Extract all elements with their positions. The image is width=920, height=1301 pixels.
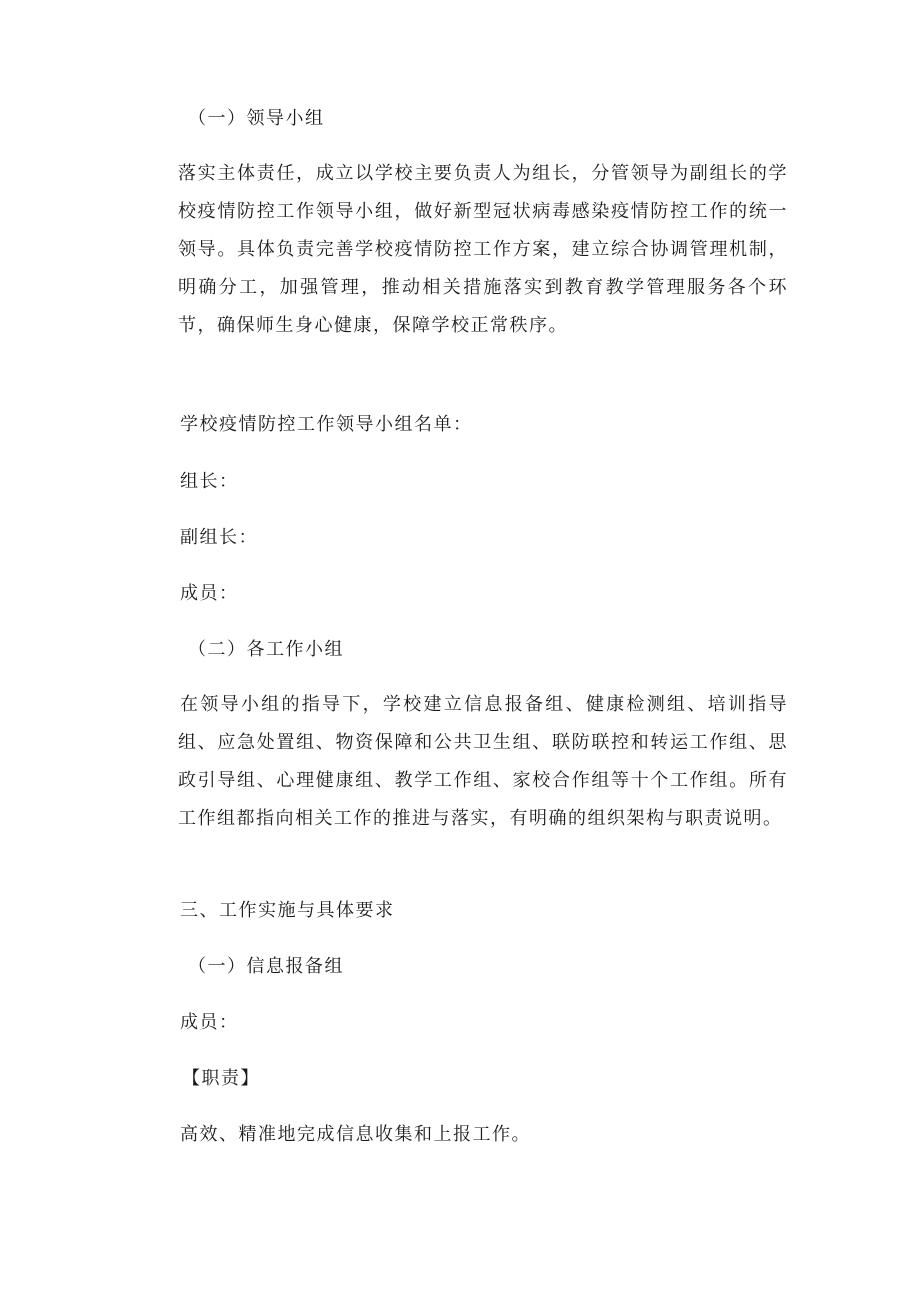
heading-leadership-group: （一）领导小组 [188,108,325,129]
leadership-list-title: 学校疫情防控工作领导小组名单： [180,414,473,435]
duty-text: 高效、精准地完成信息收集和上报工作。 [180,1124,531,1145]
section-three-title: 三、工作实施与具体要求 [180,900,395,921]
paragraph-working-groups: 在领导小组的指导下，学校建立信息报备组、健康检测组、培训指导组、应急处置组、物资保障和公共卫生组、联防联控和转运工作组、思政引导组、心理健康组、教学工作组、家校合作组等十个工作组。所有工作组都指向相关工作的推进与落实，有明确的组织架构与职责说明。 [178,694,788,829]
info-members-label: 成员： [180,1012,239,1033]
heading-working-groups: （二）各工作小组 [188,639,344,660]
members-label: 成员： [180,583,239,604]
duty-label: 【职责】 [182,1068,260,1089]
heading-info-reporting-group: （一）信息报备组 [188,956,344,977]
vice-leader-label: 副组长： [180,527,258,548]
leader-label: 组长： [180,471,239,492]
paragraph-leadership-duty: 落实主体责任，成立以学校主要负责人为组长，分管领导为副组长的学校疫情防控工作领导小组，做好新型冠状病毒感染疫情防控工作的统一领导。具体负责完善学校疫情防控工作方案，建立综合协调管理机制，明确分工，加强管理，推动相关措施落实到教育教学管理服务各个环节，确保师生身心健康，保障学校正常秩序。 [178,163,788,336]
